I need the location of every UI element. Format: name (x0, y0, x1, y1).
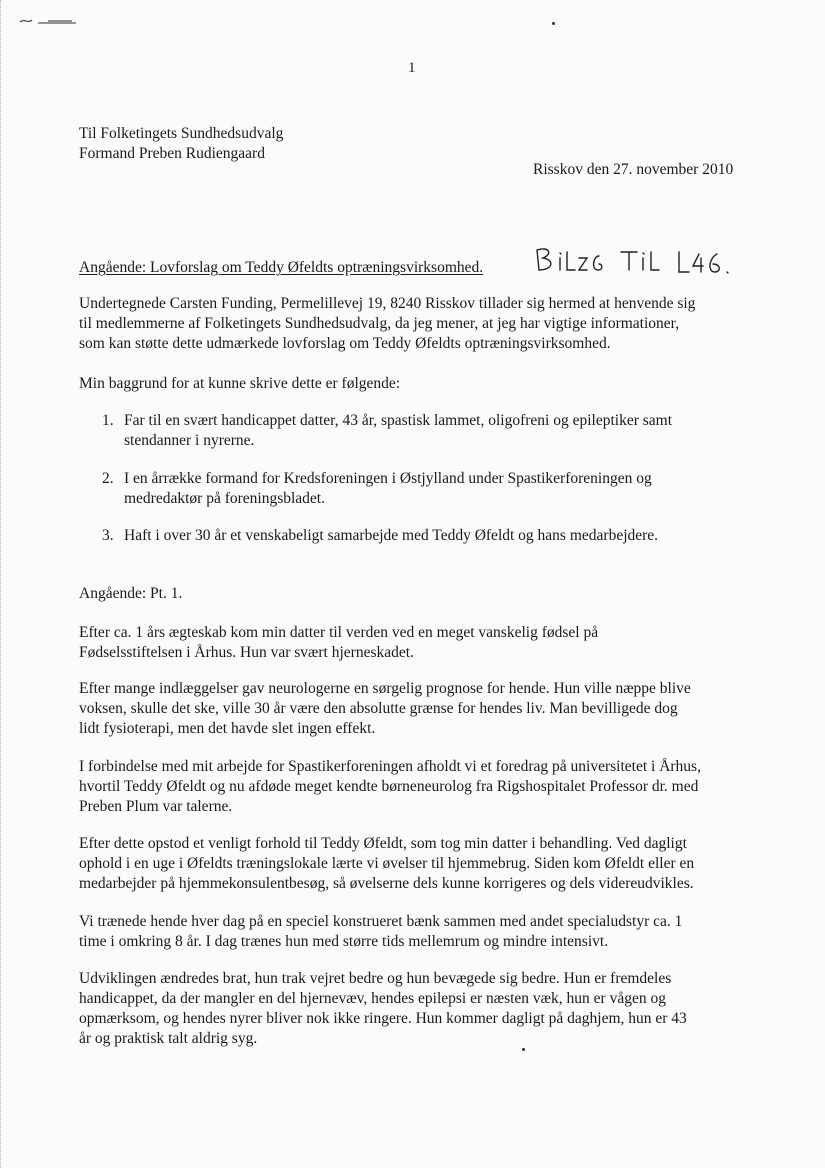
list-item-line: Far til en svært handicappet datter, 43 år, spastisk lammet, oligofreni og epileptiker samt (124, 412, 673, 429)
text-line: opmærksom, og hendes nyrer bliver nok ikke ringere. Hun kommer dagligt på daghjem, hun er 43 (79, 1010, 687, 1027)
text-line: Efter mange indlæggelser gav neurologerne en sørgelig prognose for hende. Hun ville næppe blive (79, 680, 691, 697)
place-date: Risskov den 27. november 2010 (533, 161, 734, 178)
text-line: år og praktisk talt aldrig syg. (79, 1030, 258, 1047)
text-line: Preben Plum var talerne. (79, 798, 233, 815)
text-line: medarbejder på hjemmekonsulentbesøg, så øvelserne dels kunne korrigeres og dels videreudvikles. (79, 875, 694, 892)
text-line: I forbindelse med mit arbejde for Spastikerforeningen afholdt vi et foredrag på universitetet i Århus, (79, 758, 701, 775)
text-line: Undertegnede Carsten Funding, Permelillevej 19, 8240 Risskov tillader sig hermed at henvende sig (79, 295, 696, 312)
text-line: Udviklingen ændredes brat, hun trak vejret bedre og hun bevægede sig bedre. Hun er fremdeles (79, 970, 672, 987)
scan-speck (552, 22, 555, 25)
text-line: time i omkring 8 år. I dag trænes hun med større tids mellemrum og mindre intensivt. (79, 933, 609, 950)
list-item-line: Haft i over 30 år et venskabeligt samarbejde med Teddy Øfeldt og hans medarbejdere. (124, 527, 659, 544)
list-item-line: medredaktør på foreningsbladet. (124, 490, 325, 507)
scan-speck (522, 1048, 525, 1051)
scan-edge (0, 0, 7, 1168)
text-line: Fødselsstiftelsen i Århus. Hun var svært hjerneskadet. (79, 644, 414, 661)
text-line: hvortil Teddy Øfeldt og nu afdøde meget kendte børneneurolog fra Rigshospitalet Professor dr. med (79, 778, 699, 795)
text-line: som kan støtte dette udmærkede lovforslag om Teddy Øfeldts optræningsvirksomhed. (79, 335, 611, 352)
text-line: handicappet, da der mangler en del hjernevæv, hendes epilepsi er næsten væk, hun er vågen og (79, 990, 666, 1007)
text-line: Efter ca. 1 års ægteskab kom min datter til verden ved en meget vanskelig fødsel på (79, 624, 599, 641)
text-line: voksen, skulle det ske, ville 30 år være den absolutte grænse for hendes liv. Man bevilligede dog (79, 700, 678, 717)
handwritten-note (533, 244, 743, 283)
text-line: Efter dette opstod et venligt forhold til Teddy Øfeldt, som tog min datter i behandling. Ved dagligt (79, 835, 687, 852)
handwriting-icon (533, 244, 743, 278)
text-line: Vi trænede hende hver dag på en speciel konstrueret bænk sammen med andet specialudstyr ca. 1 (79, 913, 683, 930)
recipient-line-2: Formand Preben Rudiengaard (79, 145, 265, 162)
list-number: 1. (102, 412, 114, 429)
text-line: lidt fysioterapi, men det havde slet ingen effekt. (79, 720, 376, 737)
background-intro: Min baggrund for at kunne skrive dette er følgende: (79, 375, 401, 392)
section-heading: Angående: Pt. 1. (79, 585, 183, 602)
text-line: ophold i en uge i Øfeldts træningslokale lærte vi øvelser til hjemmebrug. Siden kom Øfeldt eller en (79, 855, 695, 872)
list-item-line: I en årrække formand for Kredsforeningen i Østjylland under Spastikerforeningen og (124, 470, 652, 487)
list-item-line: stendanner i nyrerne. (124, 432, 255, 449)
page-number: 1 (408, 60, 416, 76)
subject-line: Angående: Lovforslag om Teddy Øfeldts optræningsvirksomhed. (79, 259, 484, 276)
list-number: 3. (102, 527, 114, 544)
recipient-line-1: Til Folketingets Sundhedsudvalg (79, 125, 284, 142)
text-line: til medlemmerne af Folketingets Sundhedsudvalg, da jeg mener, at jeg har vigtige informationer, (79, 315, 680, 332)
scan-mark-icon (18, 14, 88, 28)
list-number: 2. (102, 470, 114, 487)
